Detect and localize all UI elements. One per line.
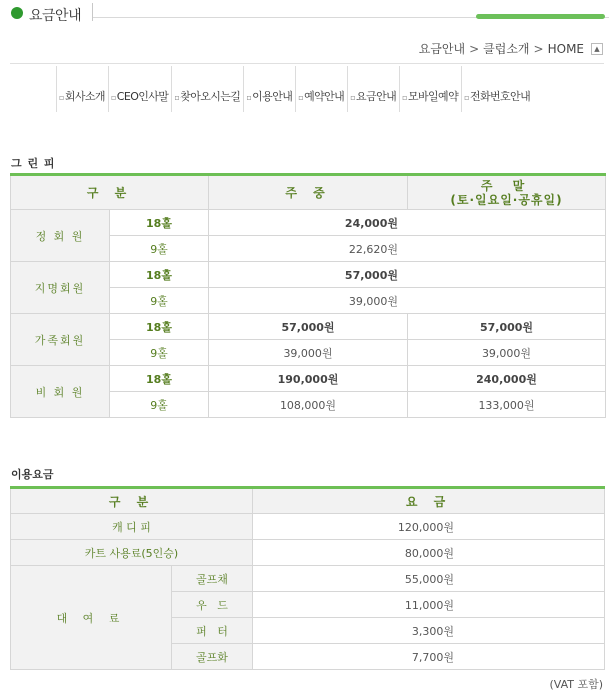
row-label-caddie: 캐 디 피 — [11, 514, 253, 540]
fee-cell: 22,620원 — [209, 236, 606, 262]
page-title: 요금안내 — [29, 8, 82, 24]
row-group-label: 지명회원 — [11, 262, 110, 314]
col-header-weekday: 주 중 — [209, 175, 408, 210]
subnav-ceo[interactable]: ▫CEO인사말 — [108, 66, 171, 112]
hole-label: 18홀 — [110, 210, 209, 236]
bullet-icon: ▫ — [464, 93, 469, 102]
fee-cell-weekend: 57,000원 — [408, 314, 606, 340]
subnav-usage[interactable]: ▫이용안내 — [243, 66, 295, 112]
fee-cell: 39,000원 — [209, 288, 606, 314]
scroll-top-icon[interactable]: ▲ — [591, 43, 603, 55]
header-accent-bar — [476, 14, 605, 19]
hole-label: 18홀 — [110, 366, 209, 392]
vat-note: (VAT 포함) — [549, 678, 603, 691]
fee-cell-weekday: 190,000원 — [209, 366, 408, 392]
table-row — [11, 314, 606, 340]
fee-cell-weekend: 133,000원 — [408, 392, 606, 418]
breadcrumb-club[interactable]: 클럽소개 — [483, 42, 530, 56]
bullet-icon: ▫ — [350, 93, 356, 102]
fee-cell-weekend: 39,000원 — [408, 340, 606, 366]
divider — [10, 63, 604, 64]
bullet-icon: ▫ — [402, 93, 407, 102]
subnav-fees[interactable]: ▫요금안내 — [347, 66, 399, 112]
sub-navigation — [56, 66, 533, 112]
col-header-weekend: 주 말 (토·일요일·공휴일) — [408, 175, 606, 210]
breadcrumb-home[interactable]: HOME — [547, 41, 584, 56]
fee-cell-weekday: 39,000원 — [209, 340, 408, 366]
fee-cell-weekday: 108,000원 — [209, 392, 408, 418]
fee-cell: 55,000원 — [253, 566, 605, 592]
row-group-rental: 대 여 료 — [11, 566, 172, 670]
subnav-company[interactable]: ▫회사소개 — [56, 66, 108, 112]
hole-label: 18홀 — [110, 314, 209, 340]
fee-cell-weekday: 57,000원 — [209, 314, 408, 340]
fee-cell: 24,000원 — [209, 210, 606, 236]
fee-cell: 57,000원 — [209, 262, 606, 288]
bullet-icon: ▫ — [246, 93, 252, 102]
fee-cell: 120,000원 — [253, 514, 605, 540]
col-header-category: 구 분 — [11, 488, 253, 514]
hole-label: 9홀 — [110, 236, 209, 262]
breadcrumb — [419, 40, 603, 57]
greenfee-section-title: 그 린 피 — [11, 157, 56, 170]
subnav-mobile[interactable]: ▫모바일예약 — [399, 66, 461, 112]
breadcrumb-separator: > — [469, 41, 480, 56]
title-divider — [92, 3, 93, 21]
hole-label: 9홀 — [110, 340, 209, 366]
table-row — [11, 210, 606, 236]
subnav-directions[interactable]: ▫찾아오시는길 — [171, 66, 243, 112]
table-row — [11, 514, 605, 540]
fee-cell-weekend: 240,000원 — [408, 366, 606, 392]
table-row — [11, 566, 605, 592]
hole-label: 9홀 — [110, 288, 209, 314]
fee-cell: 11,000원 — [253, 592, 605, 618]
bullet-icon: ▫ — [59, 93, 64, 102]
fee-cell: 7,700원 — [253, 644, 605, 670]
hole-label: 9홀 — [110, 392, 209, 418]
rental-item-label: 퍼 터 — [172, 618, 253, 644]
fee-cell: 80,000원 — [253, 540, 605, 566]
usage-section-title: 이용요금 — [11, 468, 54, 481]
table-row — [11, 366, 606, 392]
row-group-label: 가족회원 — [11, 314, 110, 366]
usage-fee-table — [10, 486, 605, 670]
subnav-reservation[interactable]: ▫예약안내 — [295, 66, 347, 112]
hole-label: 18홀 — [110, 262, 209, 288]
breadcrumb-separator: > — [533, 41, 544, 56]
breadcrumb-current: 요금안내 — [418, 42, 466, 56]
fee-cell: 3,300원 — [253, 618, 605, 644]
bullet-icon: ▫ — [110, 93, 116, 102]
table-row — [11, 262, 606, 288]
rental-item-label: 골프화 — [172, 644, 253, 670]
row-group-label: 비 회 원 — [11, 366, 110, 418]
row-label-cart: 카트 사용료(5인승) — [11, 540, 253, 566]
greenfee-table — [10, 173, 606, 418]
bullet-icon: ▫ — [298, 93, 304, 102]
row-group-label: 정 회 원 — [11, 210, 110, 262]
col-header-fee: 요 금 — [253, 488, 605, 514]
subnav-phone[interactable]: ▫전화번호안내 — [461, 66, 533, 112]
table-header-row — [11, 488, 605, 514]
bullet-dot-icon — [11, 7, 23, 19]
rental-item-label: 우 드 — [172, 592, 253, 618]
rental-item-label: 골프채 — [172, 566, 253, 592]
page-header — [0, 0, 611, 30]
table-header-row — [11, 175, 606, 210]
col-header-category: 구 분 — [11, 175, 209, 210]
table-row — [11, 540, 605, 566]
bullet-icon: ▫ — [174, 93, 180, 102]
